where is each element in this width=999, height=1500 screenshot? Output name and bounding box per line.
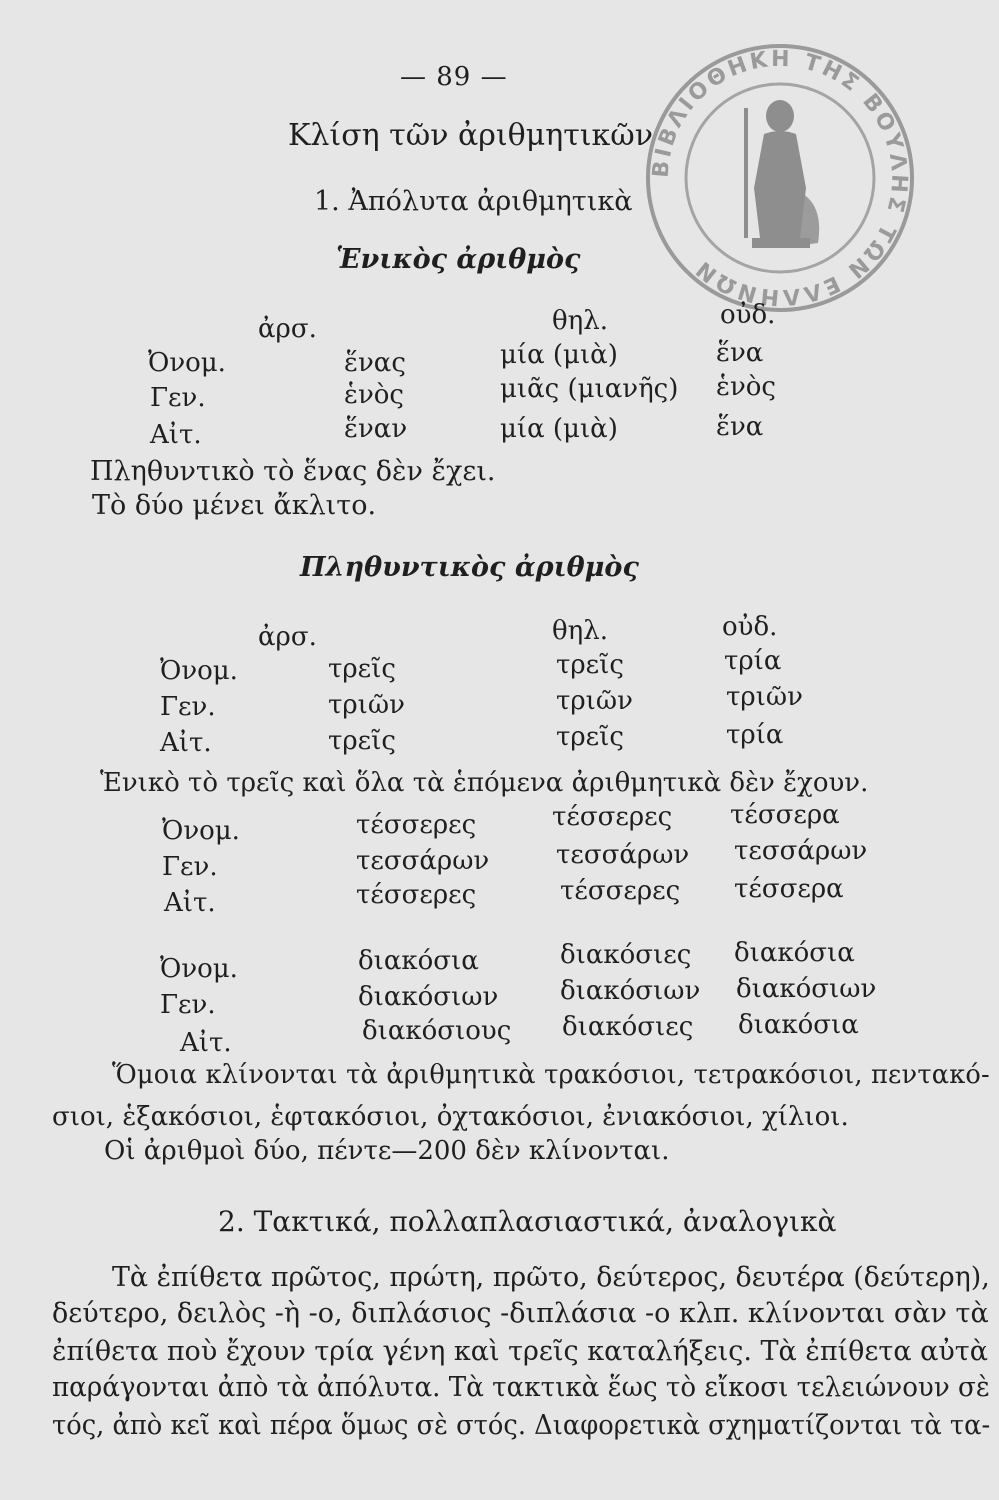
table-cell: διακόσιων <box>560 976 701 1006</box>
athena-figure-icon <box>744 100 819 248</box>
case-label: Γεν. <box>150 383 206 413</box>
case-label: Ὀνομ. <box>148 348 226 378</box>
table-cell: τριῶν <box>556 686 633 716</box>
table-cell: διακόσιους <box>362 1016 512 1046</box>
table-cell: τέσσερα <box>734 874 844 904</box>
case-label: Αἰτ. <box>150 420 202 450</box>
table-cell: τρεῖς <box>328 726 396 756</box>
table-cell: τριῶν <box>328 690 405 720</box>
table-cell: μία (μιὰ) <box>500 414 618 444</box>
table-cell: τριῶν <box>726 682 803 712</box>
plural-heading: Πληθυντικὸς ἀριθμὸς <box>300 552 639 583</box>
table-cell: ἑνὸς <box>344 380 404 410</box>
section-1-heading: 1. Ἀπόλυτα ἀριθμητικὰ <box>314 186 633 217</box>
case-label: Αἰτ. <box>180 1028 232 1058</box>
table-cell: διακόσιων <box>736 974 877 1004</box>
case-label: Γεν. <box>162 852 218 882</box>
table-cell: διακόσιες <box>562 1012 694 1042</box>
paragraph-line: σιοι, ἑξακόσιοι, ἑφτακόσιοι, ὀχτακόσιοι, ἐνιακόσιοι, χίλιοι. <box>52 1102 849 1132</box>
table-cell: ἑνὸς <box>716 372 776 402</box>
case-label: Αἰτ. <box>164 888 216 918</box>
table-cell: μία (μιὰ) <box>500 340 618 370</box>
table-cell: τέσσερες <box>560 876 681 906</box>
table-cell: ἕνας <box>344 348 406 378</box>
gender-masc: ἀρσ. <box>258 622 317 652</box>
table-cell: τεσσάρων <box>356 846 490 876</box>
paragraph-line: ἐπίθετα ποὺ ἔχουν τρία γένη καὶ τρεῖς καταλήξεις. Τὰ ἐπίθετα αὐτὰ <box>52 1336 988 1367</box>
table-cell: μιᾶς (μιανῆς) <box>500 374 679 404</box>
table-cell: τρεῖς <box>328 654 396 684</box>
table-cell: τέσσερες <box>356 880 477 910</box>
table-cell: ἕνα <box>716 338 764 368</box>
paragraph-line: Τὰ ἐπίθετα πρῶτος, πρώτη, πρῶτο, δεύτερος, δευτέρα (δεύτερη), <box>112 1262 990 1293</box>
table-cell: διακόσιων <box>358 982 499 1012</box>
case-label: Αἰτ. <box>160 728 212 758</box>
paragraph-line: Οἱ ἀριθμοὶ δύο, πέντε—200 δὲν κλίνονται. <box>104 1136 670 1166</box>
table-cell: τρία <box>726 720 784 750</box>
paragraph-line: τός, ἀπὸ κεῖ καὶ πέρα ὅμως σὲ στός. Διαφορετικὰ σχηματίζονται τὰ τα- <box>52 1410 991 1441</box>
stamp-text: ΒΙΒΛΙΟΘΗΚΗ ΤΗΣ ΒΟΥΛΗΣ ΤΩΝ ΕΛΛΗΝΩΝ <box>648 46 912 310</box>
section-2-heading: 2. Τακτικά, πολλαπλασιαστικά, ἀναλογικὰ <box>218 1205 837 1238</box>
table-cell: τρία <box>724 646 782 676</box>
case-label: Ὀνομ. <box>160 656 238 686</box>
paragraph-line: Ὅμοια κλίνονται τὰ ἀριθμητικὰ τρακόσιοι, τετρακόσιοι, πεντακό- <box>112 1060 990 1090</box>
gender-neut: οὐδ. <box>720 300 776 330</box>
table-cell: τέσσερες <box>356 810 477 840</box>
paragraph-line: παράγονται ἀπὸ τὰ ἀπόλυτα. Τὰ τακτικὰ ἕως τὸ εἴκοσι τελειώνουν σὲ <box>52 1372 990 1403</box>
case-label: Ὀνομ. <box>162 816 240 846</box>
page-number: — 89 — <box>400 62 508 92</box>
note-line: Ἑνικὸ τὸ τρεῖς καὶ ὅλα τὰ ἑπόμενα ἀριθμητικὰ δὲν ἔχουν. <box>100 768 869 798</box>
table-cell: ἕναν <box>344 414 408 444</box>
gender-neut: οὐδ. <box>722 612 778 642</box>
note-line: Πληθυντικὸ τὸ ἕνας δὲν ἔχει. <box>90 456 496 487</box>
gender-masc: ἀρσ. <box>258 314 317 344</box>
paragraph-line: δεύτερο, δειλὸς -ὴ -ο, διπλάσιος -διπλάσια -ο κλπ. κλίνονται σὰν τὰ <box>52 1298 989 1329</box>
table-cell: τεσσάρων <box>734 836 868 866</box>
table-cell: τέσσερες <box>552 802 673 832</box>
table-cell: ἕνα <box>716 412 764 442</box>
table-cell: τρεῖς <box>556 722 624 752</box>
library-stamp <box>640 38 920 318</box>
table-cell: διακόσια <box>734 938 855 968</box>
case-label: Ὀνομ. <box>160 954 238 984</box>
singular-heading: Ἑνικὸς ἀριθμὸς <box>336 244 581 275</box>
case-label: Γεν. <box>160 692 216 722</box>
case-label: Γεν. <box>160 990 216 1020</box>
note-line: Τὸ δύο μένει ἄκλιτο. <box>92 490 377 521</box>
table-cell: διακόσια <box>358 946 479 976</box>
page-title: Κλίση τῶν ἀριθμητικῶν <box>288 118 654 153</box>
table-cell: τρεῖς <box>556 650 624 680</box>
gender-fem: θηλ. <box>552 616 608 646</box>
gender-fem: θηλ. <box>552 306 608 336</box>
table-cell: διακόσιες <box>560 940 692 970</box>
table-cell: διακόσια <box>738 1010 859 1040</box>
table-cell: τέσσερα <box>730 800 840 830</box>
table-cell: τεσσάρων <box>556 840 690 870</box>
